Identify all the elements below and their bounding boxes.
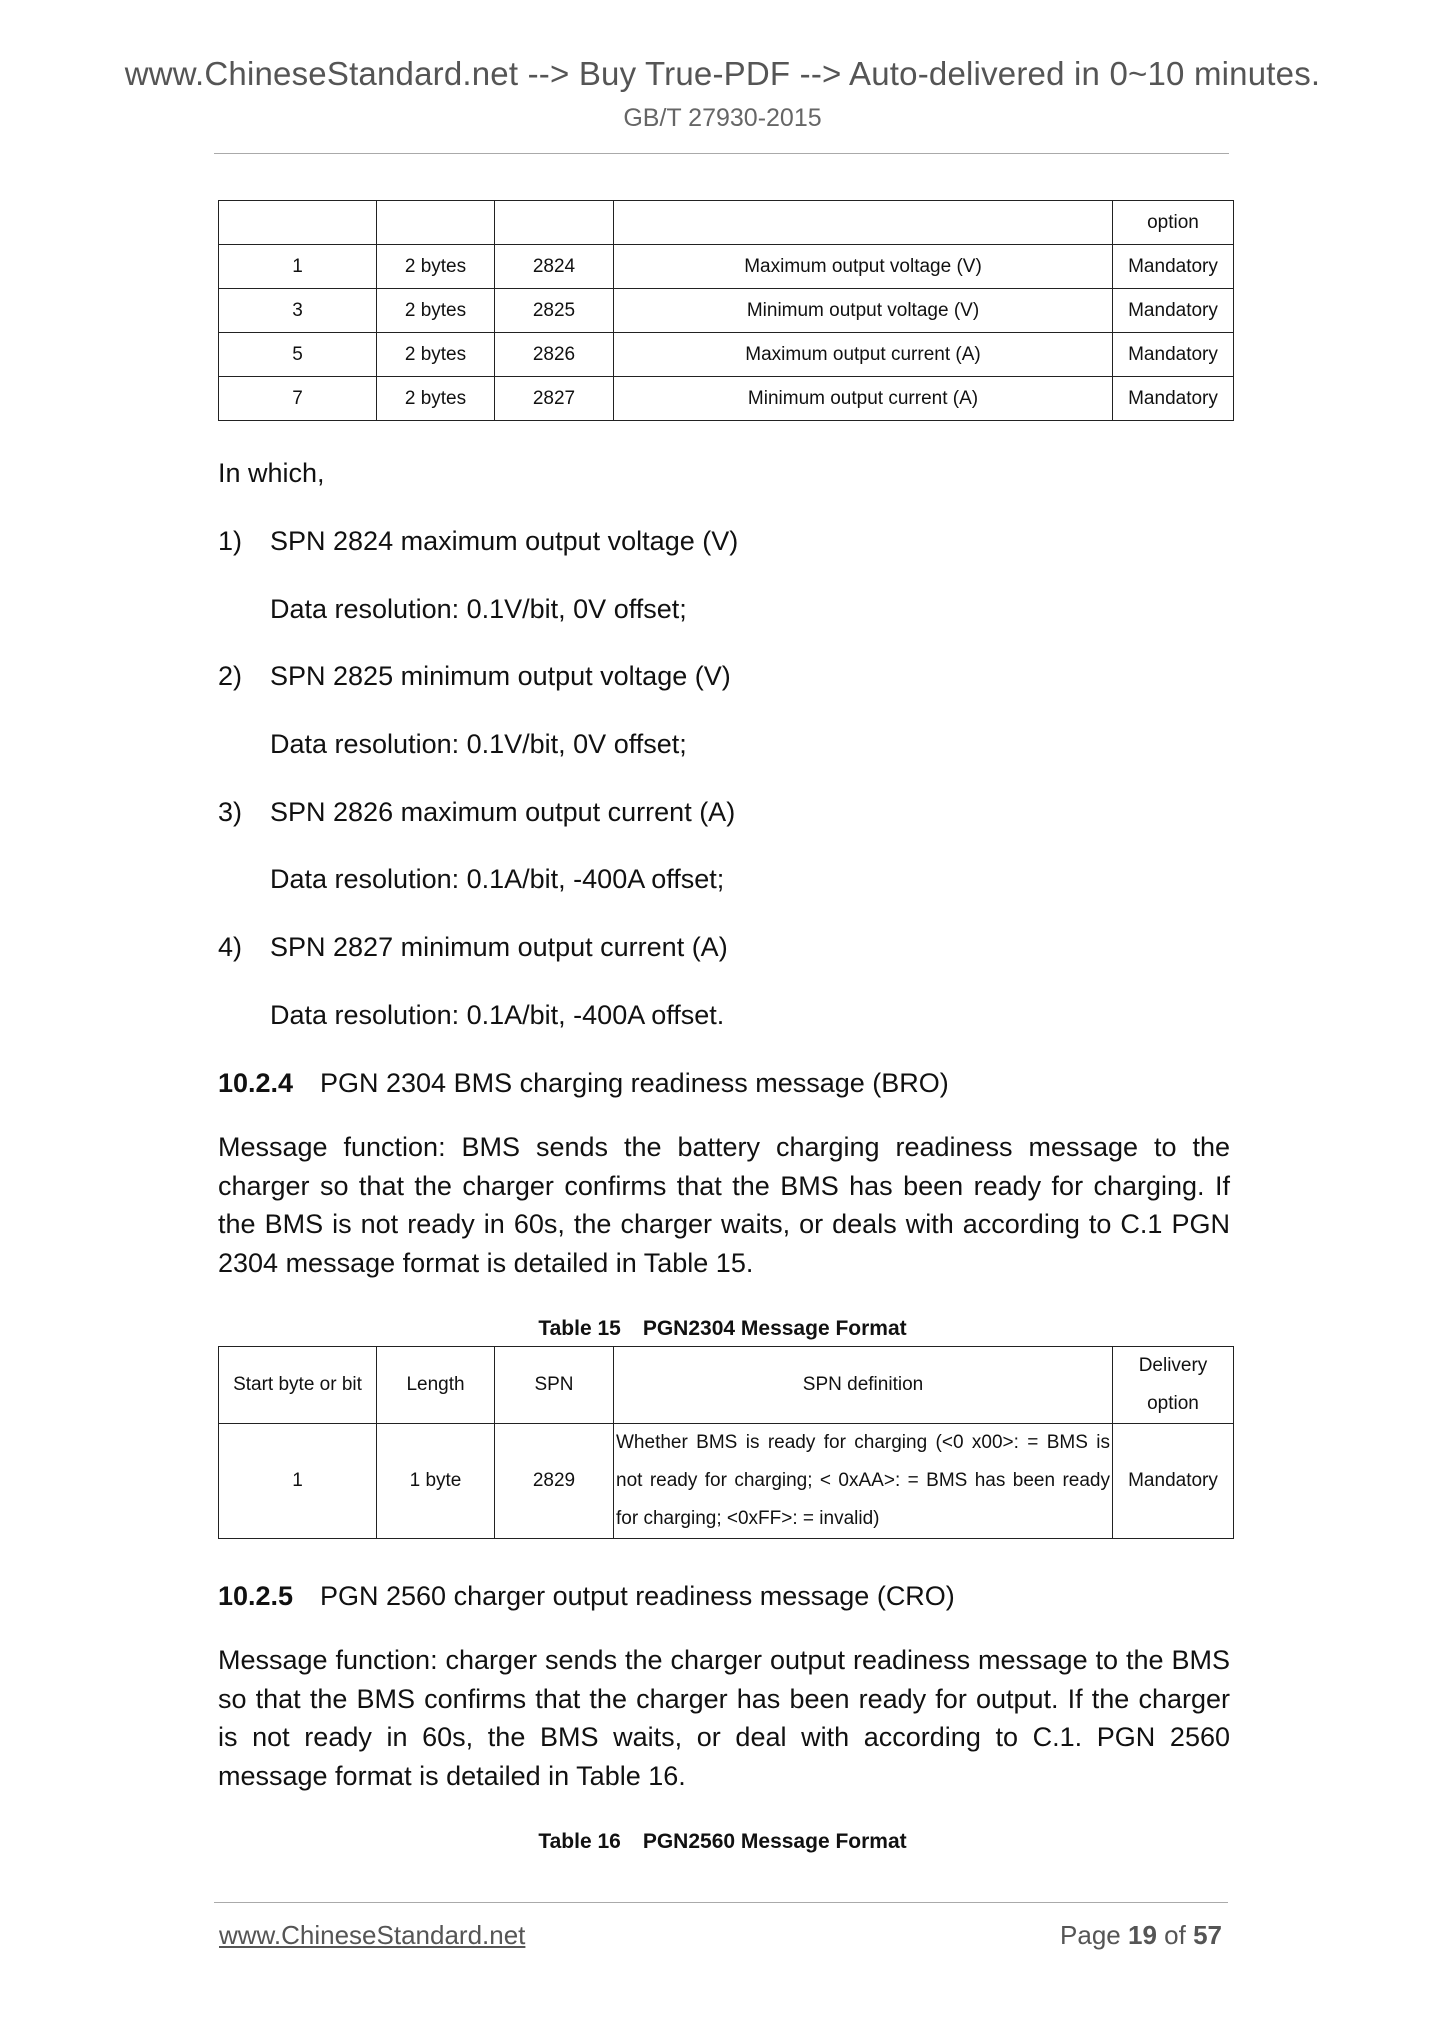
header-banner[interactable]: www.ChineseStandard.net --> Buy True-PDF --> Auto-delivered in 0~10 minutes. bbox=[124, 55, 1321, 92]
cell-length: 2 bytes bbox=[377, 289, 495, 333]
cell-length: 2 bytes bbox=[377, 333, 495, 377]
standard-number: GB/T 27930-2015 bbox=[623, 104, 822, 132]
page-label: Page bbox=[1060, 1920, 1121, 1950]
cell-definition: Maximum output current (A) bbox=[614, 333, 1113, 377]
header-cell: SPN bbox=[495, 1347, 614, 1424]
section-title: PGN 2560 charger output readiness message (CRO) bbox=[320, 1581, 955, 1611]
table-header-row bbox=[219, 1347, 1234, 1424]
table-15 bbox=[218, 1346, 1234, 1539]
cell-start-byte: 7 bbox=[219, 377, 377, 421]
section-heading-10-2-4 bbox=[218, 1068, 949, 1099]
cell-spn: 2829 bbox=[495, 1424, 614, 1539]
in-which-text: In which, bbox=[218, 458, 325, 488]
caption-number: Table 15 bbox=[538, 1317, 621, 1340]
section-paragraph: Message function: charger sends the charger output readiness message to the BMS so that the BMS confirms that the charger has been ready for output. If the charger is not ready in 60s, the BMS waits, or deal with according to C.1. PGN 2560 message format is detailed in Table 16. bbox=[218, 1645, 1230, 1791]
spn-table-continued bbox=[218, 200, 1234, 421]
table-row bbox=[219, 333, 1234, 377]
cell-spn: 2825 bbox=[495, 289, 614, 333]
cell-start-byte: 3 bbox=[219, 289, 377, 333]
section-paragraph: Message function: BMS sends the battery charging readiness message to the charger so that the charger confirms that the BMS has been ready for charging. If the BMS is not ready in 60s, the charger waits, or deals with according to C.1 PGN 2304 message format is detailed in Table 15. bbox=[218, 1132, 1230, 1278]
cell-spn: 2826 bbox=[495, 333, 614, 377]
header-cell: Length bbox=[377, 1347, 495, 1424]
section-number: 10.2.4 bbox=[218, 1068, 294, 1098]
cell-start-byte: 1 bbox=[219, 1424, 377, 1539]
list-item-number: 3) bbox=[218, 797, 243, 827]
cell-option: Mandatory bbox=[1113, 333, 1234, 377]
header-cell-option: option bbox=[1113, 201, 1234, 245]
page-of: of bbox=[1164, 1920, 1186, 1950]
list-item-number: 4) bbox=[218, 932, 243, 962]
table-row bbox=[219, 1424, 1234, 1539]
cell-option: Mandatory bbox=[1113, 377, 1234, 421]
table-row bbox=[219, 289, 1234, 333]
section-heading-10-2-5 bbox=[218, 1581, 955, 1612]
cell-definition: Whether BMS is ready for charging (<0 x00>: = BMS is not ready for charging; < 0xAA>: = BMS has been ready for charging; <0xFF>: = invalid) bbox=[614, 1424, 1113, 1539]
header-cell: Start byte or bit bbox=[219, 1347, 377, 1424]
cell-option: Mandatory bbox=[1113, 245, 1234, 289]
list-item-title: SPN 2825 minimum output voltage (V) bbox=[270, 661, 731, 691]
list-item-detail: Data resolution: 0.1A/bit, -400A offset. bbox=[270, 1000, 725, 1030]
table-row bbox=[219, 245, 1234, 289]
list-item bbox=[218, 797, 735, 828]
cell-length: 2 bytes bbox=[377, 377, 495, 421]
caption-title: PGN2560 Message Format bbox=[642, 1830, 907, 1853]
list-item-title: SPN 2824 maximum output voltage (V) bbox=[270, 526, 739, 556]
cell-start-byte: 5 bbox=[219, 333, 377, 377]
table-16-caption bbox=[0, 1830, 1445, 1854]
cell-definition: Maximum output voltage (V) bbox=[614, 245, 1113, 289]
list-item bbox=[218, 932, 728, 963]
table-header-tail-row bbox=[219, 201, 1234, 245]
page-current: 19 bbox=[1128, 1920, 1157, 1950]
section-number: 10.2.5 bbox=[218, 1581, 294, 1611]
header-divider bbox=[214, 153, 1229, 154]
header-cell: Delivery option bbox=[1113, 1347, 1234, 1424]
list-item-detail: Data resolution: 0.1V/bit, 0V offset; bbox=[270, 594, 687, 624]
section-title: PGN 2304 BMS charging readiness message (BRO) bbox=[320, 1068, 949, 1098]
cell-option: Mandatory bbox=[1113, 1424, 1234, 1539]
table-15-caption bbox=[0, 1317, 1445, 1341]
cell-start-byte: 1 bbox=[219, 245, 377, 289]
list-item-detail: Data resolution: 0.1A/bit, -400A offset; bbox=[270, 864, 725, 894]
header-cell: SPN definition bbox=[614, 1347, 1113, 1424]
list-item-detail: Data resolution: 0.1V/bit, 0V offset; bbox=[270, 729, 687, 759]
cell-definition: Minimum output current (A) bbox=[614, 377, 1113, 421]
list-item-title: SPN 2826 maximum output current (A) bbox=[270, 797, 736, 827]
table-row bbox=[219, 377, 1234, 421]
list-item-number: 2) bbox=[218, 661, 243, 691]
footer-divider bbox=[214, 1902, 1228, 1903]
cell-definition: Minimum output voltage (V) bbox=[614, 289, 1113, 333]
cell-option: Mandatory bbox=[1113, 289, 1234, 333]
cell-length: 1 byte bbox=[377, 1424, 495, 1539]
caption-number: Table 16 bbox=[538, 1830, 621, 1853]
footer-site-link[interactable]: www.ChineseStandard.net bbox=[219, 1920, 526, 1950]
list-item bbox=[218, 661, 731, 692]
page-total: 57 bbox=[1193, 1920, 1222, 1950]
list-item bbox=[218, 526, 738, 557]
caption-title: PGN2304 Message Format bbox=[642, 1317, 907, 1340]
cell-spn: 2824 bbox=[495, 245, 614, 289]
cell-length: 2 bytes bbox=[377, 245, 495, 289]
cell-spn: 2827 bbox=[495, 377, 614, 421]
page-number bbox=[1060, 1920, 1222, 1951]
list-item-title: SPN 2827 minimum output current (A) bbox=[270, 932, 728, 962]
list-item-number: 1) bbox=[218, 526, 243, 556]
